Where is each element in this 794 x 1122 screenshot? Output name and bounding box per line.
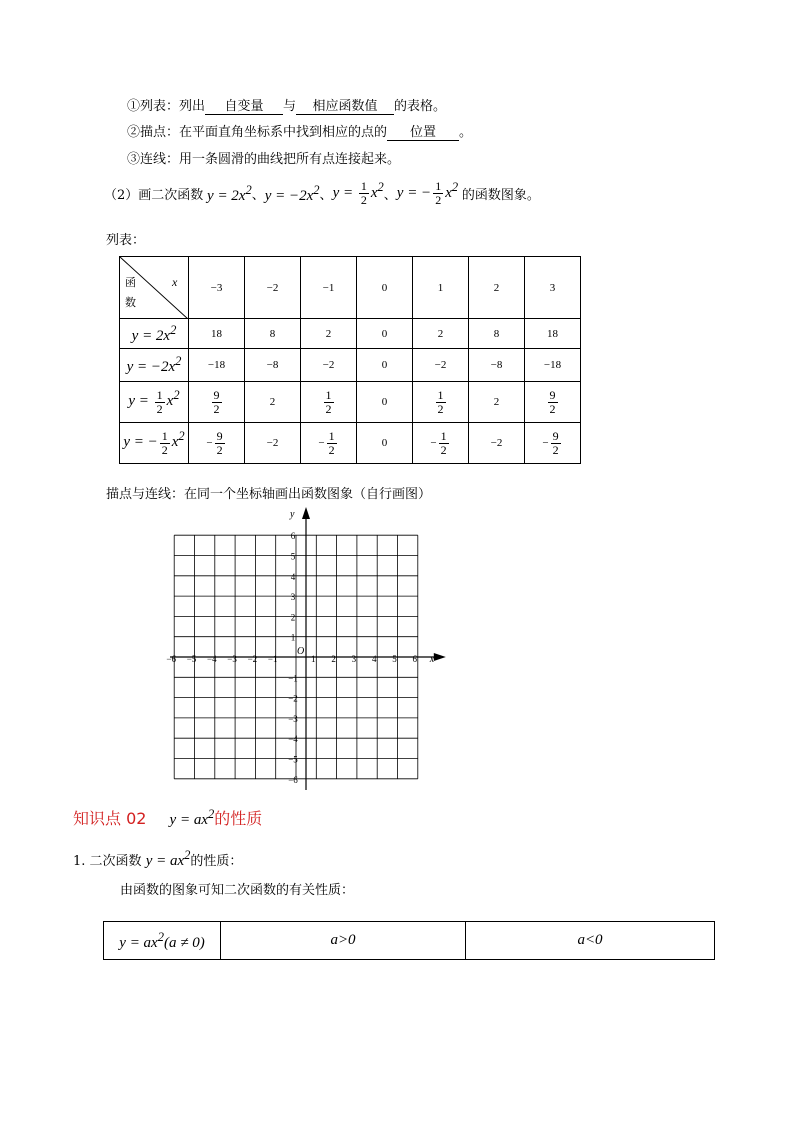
blank-function-value: 相应函数值 <box>296 99 394 115</box>
x-tick-label: −6 <box>166 654 176 664</box>
value-cell: −18 <box>189 349 245 382</box>
x-header-cell: 1 <box>413 257 469 319</box>
value-cell: −2 <box>413 349 469 382</box>
x-header-cell: 3 <box>525 257 581 319</box>
section-title-suffix: 的性质 <box>214 809 263 828</box>
value-cell: 0 <box>357 423 413 464</box>
value-cell: − $\frac{9}{2}$ <box>525 423 581 464</box>
props-a-positive: a>0 <box>221 922 466 960</box>
coordinate-grid <box>165 505 465 790</box>
corner-func-label-2: 数 <box>125 296 136 309</box>
x-tick-label: 3 <box>351 654 357 664</box>
y-tick-label: 3 <box>290 592 296 603</box>
blank-position: 位置 <box>387 125 459 141</box>
func-cell: $y = 2x^2$ <box>120 319 189 349</box>
func-cell: y = − $\frac{1}{2}$ $x^2$ <box>120 423 189 464</box>
item1-formula: $y = ax^2$ <box>145 848 191 869</box>
x-tick-label: 2 <box>331 654 336 664</box>
step-connect <box>127 148 400 167</box>
table-row <box>120 423 581 464</box>
value-cell: 0 <box>357 319 413 349</box>
value-cell: 18 <box>525 319 581 349</box>
properties-table <box>103 921 715 960</box>
x-header-cell: −2 <box>245 257 301 319</box>
table-header-row <box>120 257 581 319</box>
formula-2x2: $y = 2x^2$ <box>203 182 252 204</box>
corner-x-label: x <box>172 275 178 289</box>
step2-prefix: ②描点：在平面直角坐标系中找到相应的点的 <box>127 125 388 140</box>
props-formula-cell: $y = ax^2(a \ne 0)$ <box>104 922 221 960</box>
value-cell: − $\frac{1}{2}$ <box>413 423 469 464</box>
table-row <box>120 319 581 349</box>
x-tick-label: 6 <box>412 654 418 664</box>
value-cell: −8 <box>469 349 525 382</box>
origin-label: O <box>297 646 305 657</box>
value-cell: $\frac{9}{2}$ <box>525 382 581 423</box>
value-cell: −18 <box>525 349 581 382</box>
value-cell: −2 <box>245 423 301 464</box>
y-axis-label: y <box>290 509 295 520</box>
x-tick-label: −2 <box>247 654 258 664</box>
step1-prefix: ①列表：列出 <box>127 99 206 114</box>
x-tick-label: 5 <box>392 654 397 664</box>
step-plot-points <box>127 121 472 141</box>
formula-neg-half-x2: y = − $\frac{1}{2}$ $x^2$ <box>396 179 459 208</box>
item1-suffix: 的性质： <box>190 854 243 869</box>
step1-mid: 与 <box>283 99 297 114</box>
func-cell: $y = -2x^2$ <box>120 349 189 382</box>
y-tick-label: 5 <box>290 551 296 562</box>
blank-independent-variable: 自变量 <box>205 99 283 115</box>
intro-text: 由函数的图象可知二次函数的有关性质： <box>120 883 355 898</box>
x-header-cell: 0 <box>357 257 413 319</box>
list-label: 列表： <box>106 233 146 248</box>
step3-text: ③连线：用一条圆滑的曲线把所有点连接起来。 <box>127 152 401 167</box>
x-axis-arrow <box>434 653 446 661</box>
x-header-cell: 2 <box>469 257 525 319</box>
x-axis-label: x <box>429 654 435 665</box>
value-cell: 8 <box>245 319 301 349</box>
value-cell: $\frac{1}{2}$ <box>301 382 357 423</box>
y-tick-label: −4 <box>288 734 298 745</box>
y-axis-arrow <box>302 507 310 519</box>
value-cell: 0 <box>357 382 413 423</box>
corner-func-label-1: 函 <box>125 276 136 289</box>
item1-line <box>73 848 242 870</box>
y-tick-label: 4 <box>290 571 296 582</box>
y-tick-label: 1 <box>290 632 296 643</box>
value-cell: 2 <box>301 319 357 349</box>
value-cell: − $\frac{9}{2}$ <box>189 423 245 464</box>
task-prefix: （2）画二次函数 <box>104 188 204 204</box>
x-tick-label: 1 <box>311 654 316 664</box>
x-header-cell: −1 <box>301 257 357 319</box>
x-tick-label: −3 <box>227 654 237 664</box>
section-title-prefix: 知识点 02 <box>73 809 147 828</box>
table-row <box>120 382 581 423</box>
value-cell: −8 <box>245 349 301 382</box>
x-tick-label: −1 <box>267 654 278 664</box>
task-line: （2）画二次函数 $y = 2x^2$ 、 $y = -2x^2$ 、 y = $\frac{1}{2}$ $x^2$ 、 y = − $\frac{1}{2}$ $x^2$ 的函数图象。 <box>104 179 540 208</box>
y-tick-label: −6 <box>288 774 298 785</box>
task-suffix: 的函数图象。 <box>461 188 540 204</box>
values-table <box>119 256 581 464</box>
plot-instructions: 描点与连线：在同一个坐标轴画出函数图象（自行画图） <box>106 487 432 502</box>
x-header-cell: −3 <box>189 257 245 319</box>
props-a-negative: a<0 <box>466 922 715 960</box>
y-tick-label: −5 <box>288 754 298 765</box>
func-cell: y = $\frac{1}{2}$ $x^2$ <box>120 382 189 423</box>
formula-neg2x2: $y = -2x^2$ <box>264 182 320 204</box>
section-formula: $y = ax^2$ <box>169 807 215 828</box>
value-cell: 8 <box>469 319 525 349</box>
value-cell: 18 <box>189 319 245 349</box>
section-heading <box>73 806 262 829</box>
x-tick-label: −5 <box>186 654 197 664</box>
step-list-table <box>127 95 446 115</box>
x-tick-label: 4 <box>371 654 377 664</box>
value-cell: −2 <box>301 349 357 382</box>
table-row <box>104 922 715 960</box>
y-tick-label: 6 <box>290 531 296 542</box>
value-cell: $\frac{1}{2}$ <box>413 382 469 423</box>
y-tick-label: −2 <box>288 693 298 704</box>
value-cell: − $\frac{1}{2}$ <box>301 423 357 464</box>
value-cell: 2 <box>413 319 469 349</box>
table-row <box>120 349 581 382</box>
value-cell: $\frac{9}{2}$ <box>189 382 245 423</box>
step2-suffix: 。 <box>459 125 473 140</box>
y-tick-label: −3 <box>288 713 298 724</box>
y-tick-label: 2 <box>290 612 296 623</box>
x-tick-label: −4 <box>207 654 217 664</box>
value-cell: 2 <box>469 382 525 423</box>
value-cell: −2 <box>469 423 525 464</box>
formula-half-x2: y = $\frac{1}{2}$ $x^2$ <box>332 179 384 208</box>
value-cell: 2 <box>245 382 301 423</box>
corner-cell <box>120 257 189 319</box>
item1-prefix: 1. 二次函数 <box>73 854 142 869</box>
step1-suffix: 的表格。 <box>394 99 447 114</box>
y-tick-label: −1 <box>288 673 298 684</box>
value-cell: 0 <box>357 349 413 382</box>
